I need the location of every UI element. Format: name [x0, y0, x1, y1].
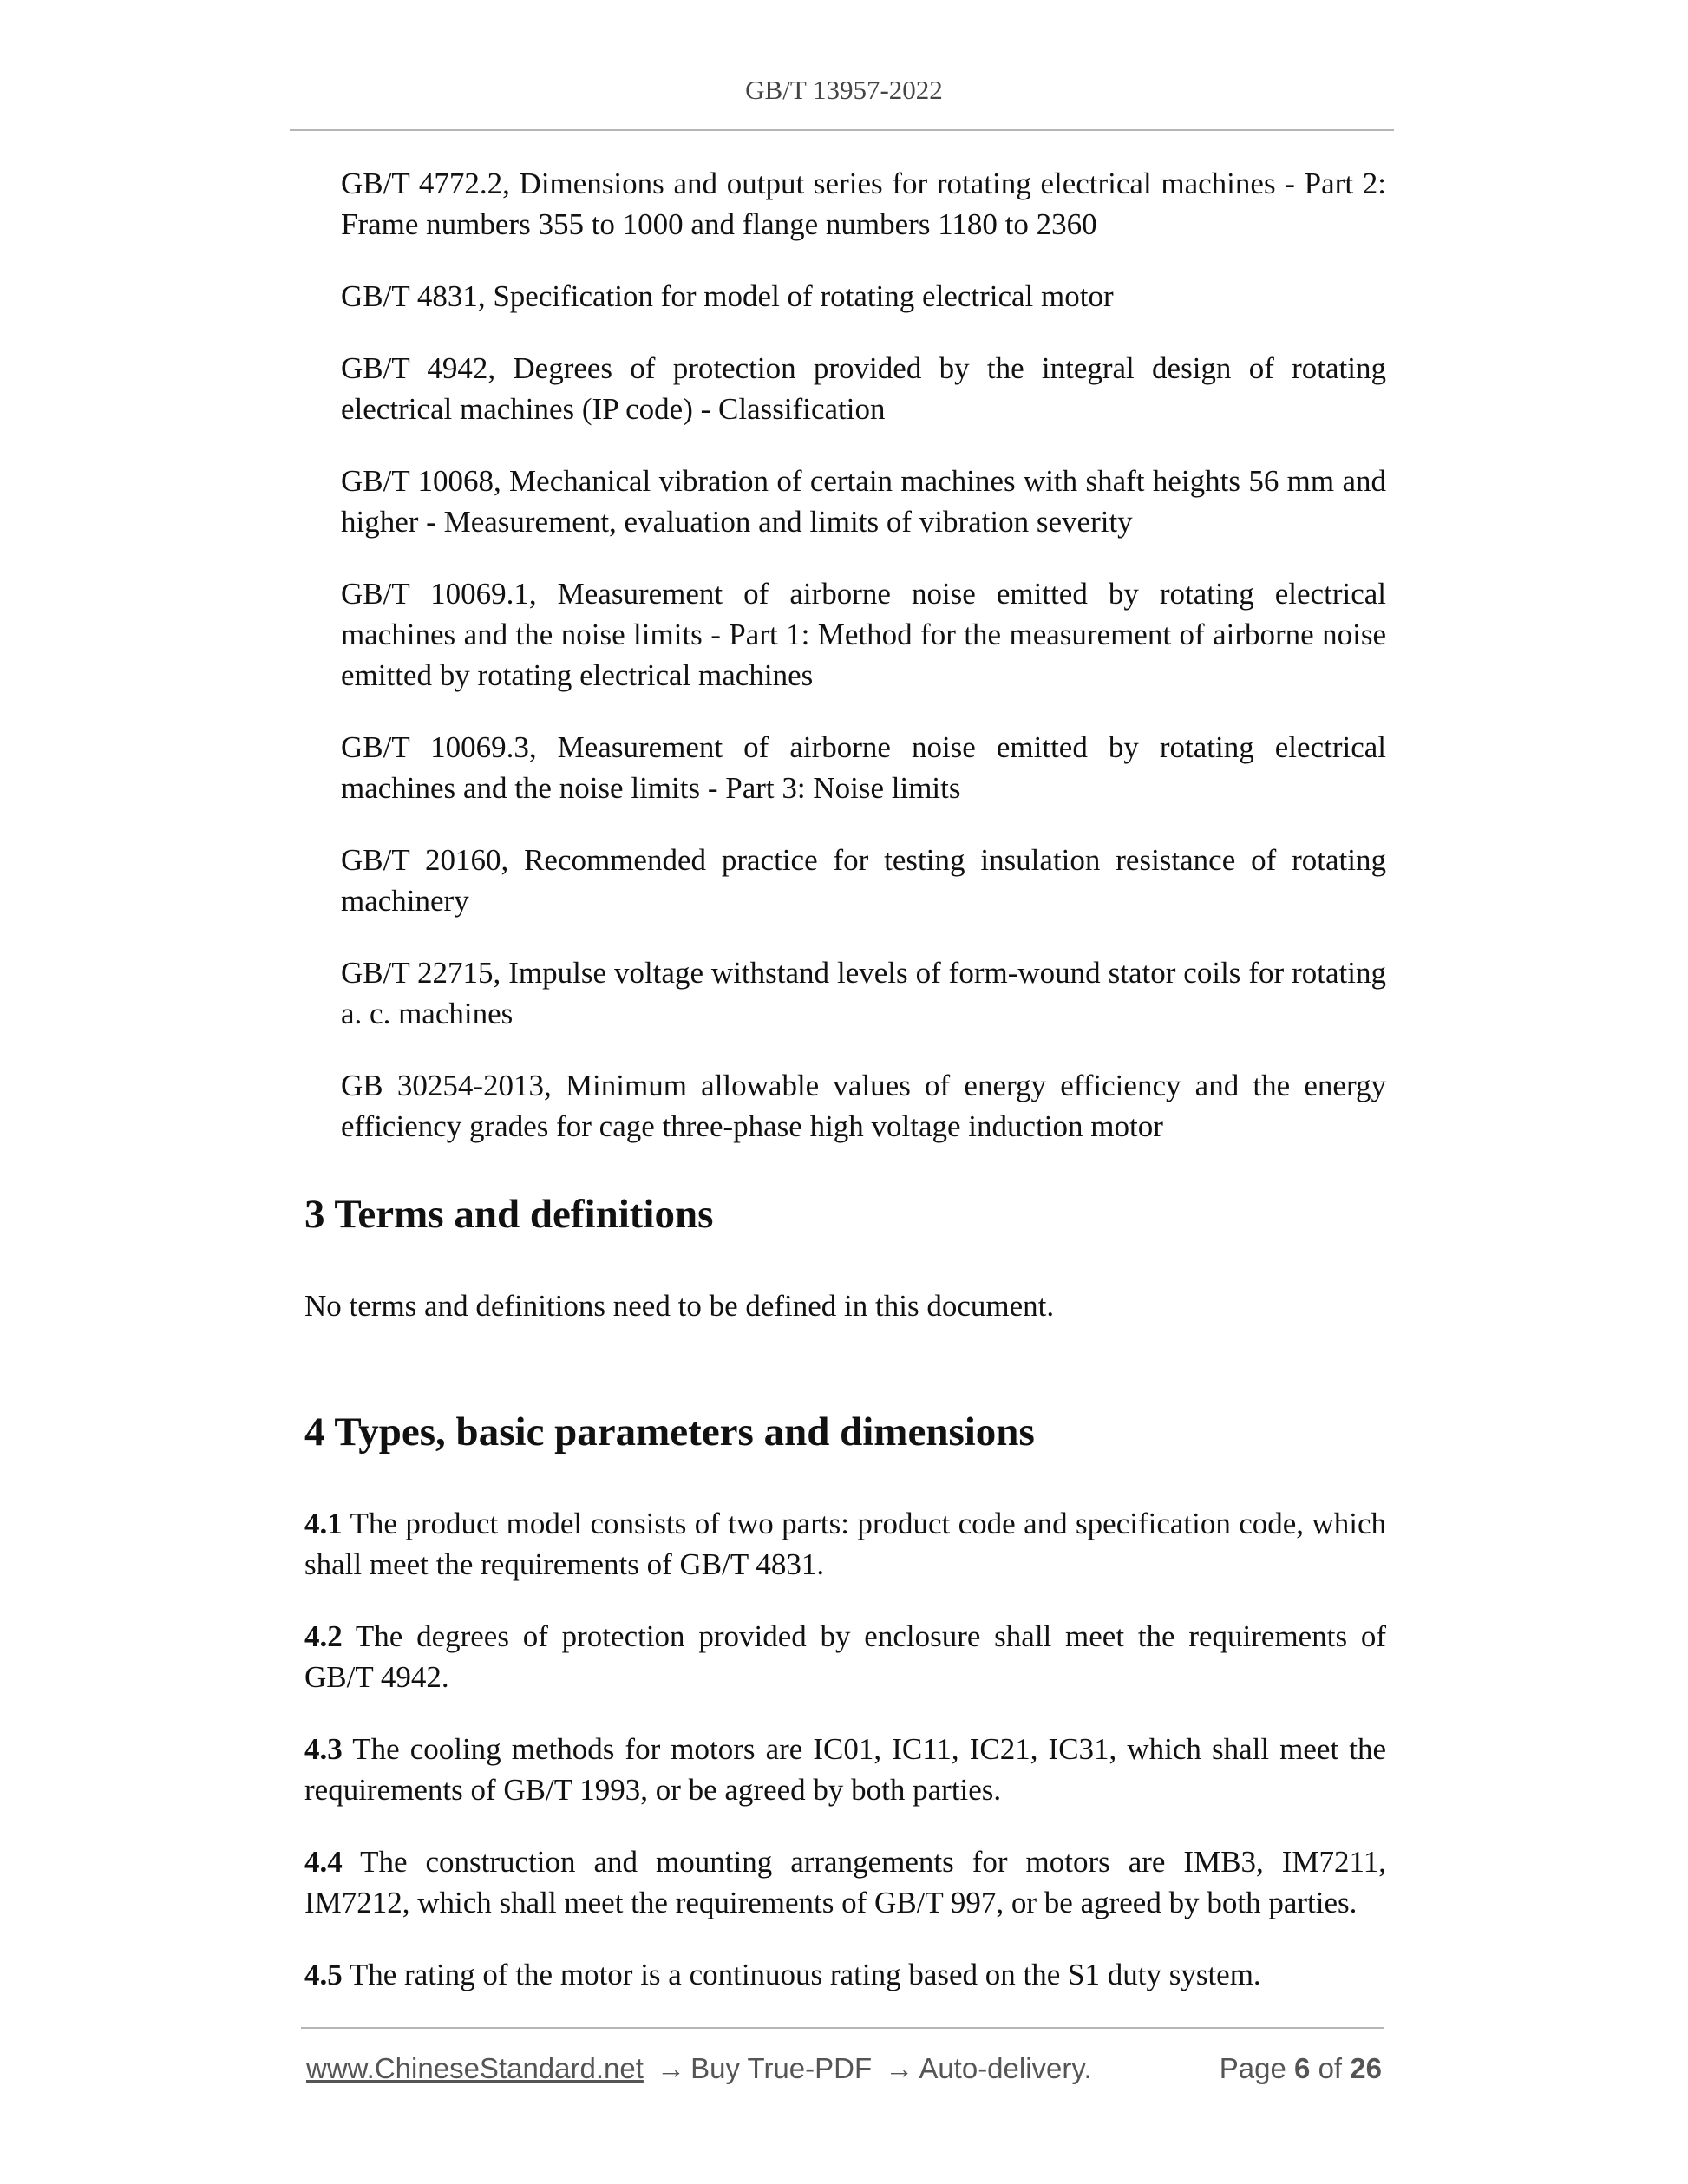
clause-number: 4.3 — [304, 1732, 343, 1766]
website-link[interactable]: www.ChineseStandard.net — [306, 2052, 644, 2084]
clause-number: 4.5 — [304, 1958, 343, 1991]
clause-text: The cooling methods for motors are IC01, IC11, IC21, IC31, which shall meet the requirements of GB/T 1993, or be agreed by both parties. — [304, 1732, 1386, 1807]
page-label: Page — [1219, 2052, 1286, 2084]
clause-4-1 — [304, 1503, 1386, 1585]
of-label: of — [1318, 2052, 1343, 2084]
reference-item: GB 30254-2013, Minimum allowable values of energy efficiency and the energy efficiency grades for cage three-phase high voltage induction motor — [341, 1069, 1386, 1143]
clause-4-3 — [304, 1729, 1386, 1810]
footer-divider — [301, 2027, 1384, 2029]
main-content — [304, 1188, 1386, 2026]
reference-item: GB/T 4831, Specification for model of rotating electrical motor — [341, 279, 1114, 313]
header-divider — [290, 129, 1394, 131]
page-indicator — [1220, 2050, 1382, 2088]
footer-promo — [306, 2050, 1092, 2088]
clause-4-2 — [304, 1616, 1386, 1697]
clause-number: 4.1 — [304, 1507, 343, 1540]
clause-number: 4.2 — [304, 1619, 343, 1653]
buy-true-pdf-text: Buy True-PDF — [690, 2052, 873, 2084]
reference-item: GB/T 20160, Recommended practice for testing insulation resistance of rotating machinery — [341, 843, 1386, 918]
reference-item: GB/T 10069.3, Measurement of airborne noise emitted by rotating electrical machines and the noise limits - Part 3: Noise limits — [341, 730, 1386, 805]
page-footer — [306, 2050, 1382, 2088]
section-4-heading: 4 Types, basic parameters and dimensions — [304, 1409, 1035, 1455]
clause-number: 4.4 — [304, 1845, 343, 1879]
arrow-right-icon: → — [657, 2052, 686, 2084]
clause-text: The degrees of protection provided by enclosure shall meet the requirements of GB/T 4942. — [304, 1619, 1386, 1694]
clause-text: The rating of the motor is a continuous rating based on the S1 duty system. — [349, 1958, 1261, 1991]
section-3-text: No terms and definitions need to be defined in this document. — [304, 1289, 1055, 1323]
reference-item: GB/T 10069.1, Measurement of airborne noise emitted by rotating electrical machines and the noise limits - Part 1: Method for the measurement of airborne noise emitted by rotating electrical machines — [341, 577, 1386, 692]
reference-item: GB/T 10068, Mechanical vibration of certain machines with shaft heights 56 mm and higher - Measurement, evaluation and limits of vibration severity — [341, 464, 1386, 539]
clause-4-5 — [304, 1954, 1386, 1995]
page-header-title: GB/T 13957-2022 — [745, 75, 943, 105]
clause-4-4 — [304, 1841, 1386, 1923]
total-pages-number: 26 — [1350, 2052, 1382, 2084]
section-3-heading: 3 Terms and definitions — [304, 1192, 714, 1237]
arrow-right-icon: → — [885, 2052, 914, 2084]
current-page-number: 6 — [1294, 2052, 1311, 2084]
clause-text: The product model consists of two parts: product code and specification code, which shall meet the requirements of GB/T 4831. — [304, 1507, 1386, 1581]
reference-item: GB/T 22715, Impulse voltage withstand levels of form-wound stator coils for rotating a. c. machines — [341, 956, 1386, 1030]
auto-delivery-text: Auto-delivery. — [919, 2052, 1092, 2084]
reference-item: GB/T 4772.2, Dimensions and output series for rotating electrical machines - Part 2: Frame numbers 355 to 1000 and flange numbers 1180 to 2360 — [341, 167, 1386, 241]
reference-item: GB/T 4942, Degrees of protection provided by the integral design of rotating electrical machines (IP code) - Classification — [341, 351, 1386, 426]
clause-text: The construction and mounting arrangements for motors are IMB3, IM7211, IM7212, which shall meet the requirements of GB/T 997, or be agreed by both parties. — [304, 1845, 1386, 1919]
normative-references-list — [341, 163, 1386, 1178]
